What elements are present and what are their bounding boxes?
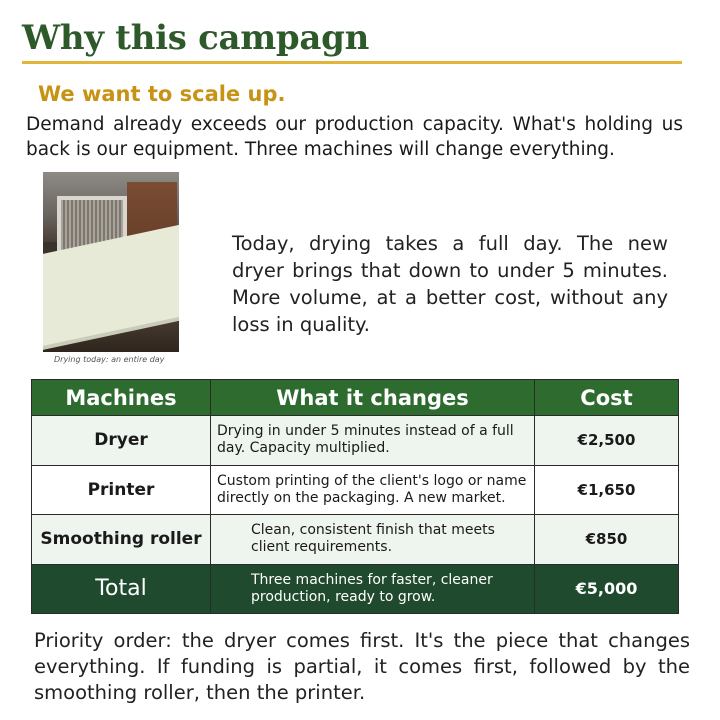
column-header-machines: Machines bbox=[32, 380, 211, 416]
table-row bbox=[32, 515, 679, 565]
total-description: Three machines for faster, cleaner production, ready to grow. bbox=[211, 564, 535, 614]
machines-table bbox=[31, 379, 679, 614]
table-header-row bbox=[32, 380, 679, 416]
total-label: Total bbox=[32, 564, 211, 614]
column-header-changes: What it changes bbox=[211, 380, 535, 416]
title-divider bbox=[22, 61, 682, 64]
table-row bbox=[32, 416, 679, 466]
column-header-cost: Cost bbox=[535, 380, 679, 416]
priority-paragraph: Priority order: the dryer comes first. It's the piece that changes everything. If funding is partial, it comes first, followed by the smoothing roller, then the printer. bbox=[34, 629, 690, 704]
machine-name: Smoothing roller bbox=[32, 515, 211, 565]
machine-cost: €1,650 bbox=[535, 465, 679, 515]
section-subtitle: We want to scale up. bbox=[38, 82, 286, 106]
machine-change: Drying in under 5 minutes instead of a full day. Capacity multiplied. bbox=[211, 416, 535, 466]
machine-name: Printer bbox=[32, 465, 211, 515]
intro-paragraph: Demand already exceeds our production capacity. What's holding us back is our equipment. Three machines will change everything. bbox=[26, 114, 683, 160]
machine-change: Clean, consistent finish that meets client requirements. bbox=[211, 515, 535, 565]
page-title: Why this campagn bbox=[22, 18, 370, 58]
total-cost: €5,000 bbox=[535, 564, 679, 614]
table-row bbox=[32, 465, 679, 515]
machine-change: Custom printing of the client's logo or name directly on the packaging. A new market. bbox=[211, 465, 535, 515]
dryer-photo bbox=[43, 172, 179, 352]
dryer-description: Today, drying takes a full day. The new dryer brings that down to under 5 minutes. More volume, at a better cost, without any loss in quality. bbox=[232, 232, 668, 336]
machine-cost: €850 bbox=[535, 515, 679, 565]
table-total-row bbox=[32, 564, 679, 614]
machine-name: Dryer bbox=[32, 416, 211, 466]
photo-caption: Drying today: an entire day bbox=[54, 355, 165, 364]
machine-cost: €2,500 bbox=[535, 416, 679, 466]
